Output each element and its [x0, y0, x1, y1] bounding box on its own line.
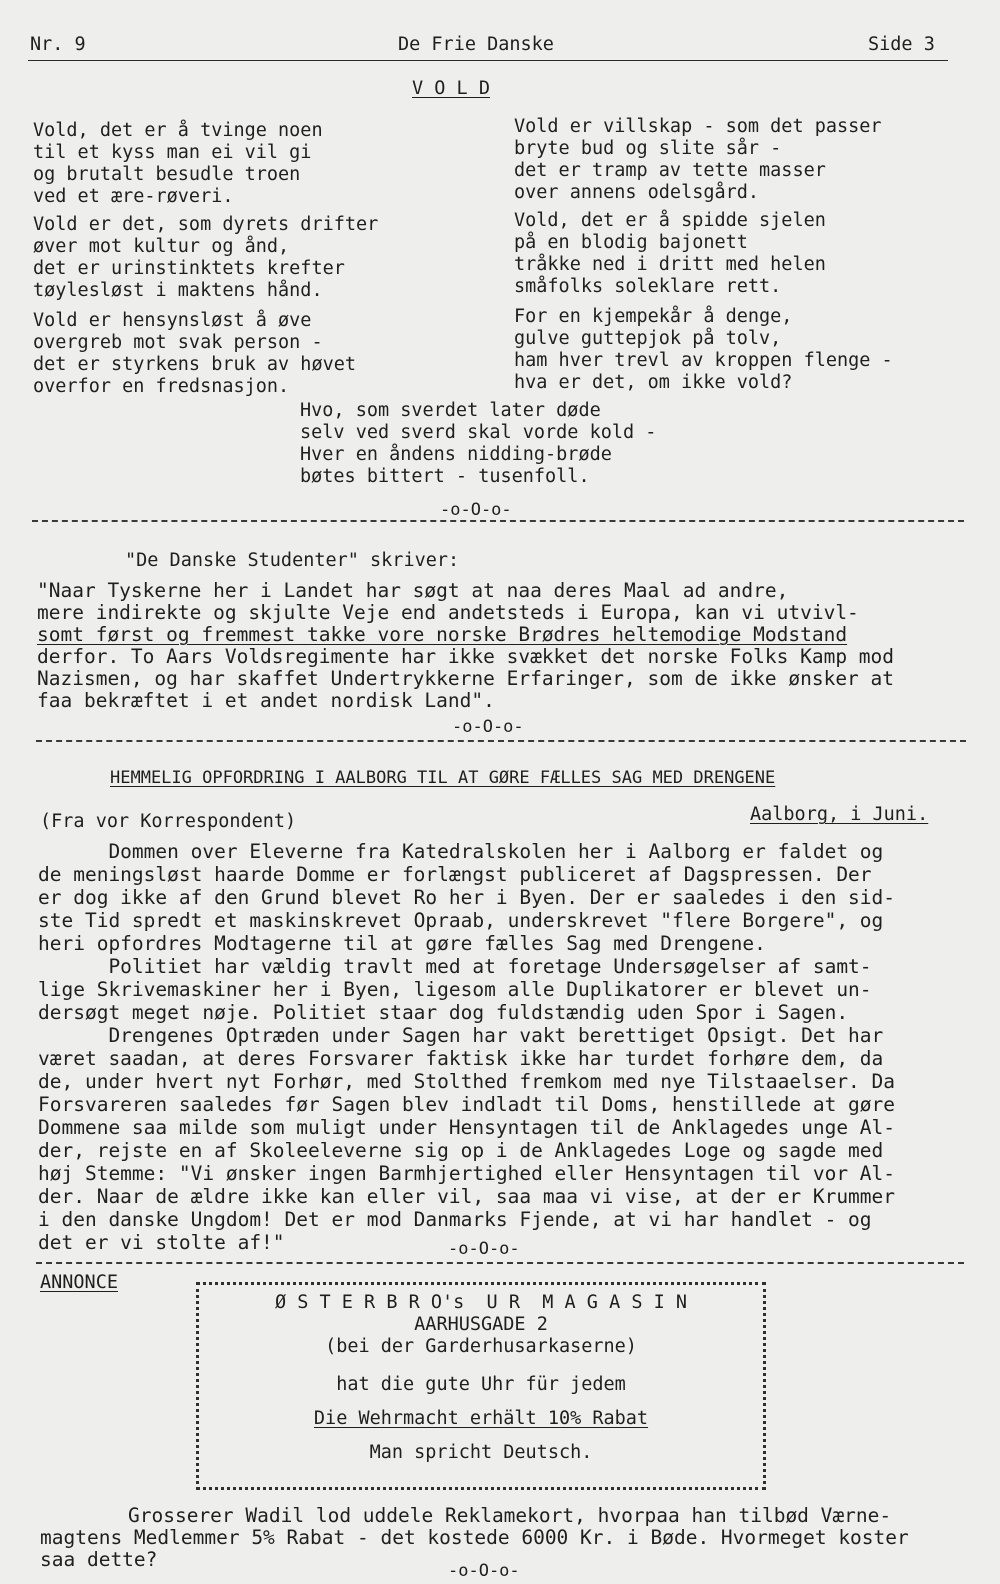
- separator: -o-O-o-: [440, 500, 512, 520]
- poem-line: over annens odelsgård.: [514, 182, 760, 203]
- article-line: Drengenes Optræden under Sagen har vakt berettiget Opsigt. Det har: [38, 1024, 884, 1047]
- poem-line: og brutalt besudle troen: [33, 164, 301, 185]
- article-line: Dommen over Eleverne fra Katedralskolen her i Aalborg er faldet og: [38, 840, 884, 863]
- header-rule: [28, 60, 948, 61]
- poem-line: til et kyss man ei vil gi: [33, 142, 312, 163]
- poem-line: Vold er villskap - som det passer: [514, 116, 882, 137]
- studenter-line: "Naar Tyskerne her i Landet har søgt at naa deres Maal ad andre,: [37, 579, 789, 602]
- studenter-intro: "De Danske Studenter" skriver:: [125, 550, 460, 571]
- separator: -o-O-o-: [448, 1239, 520, 1259]
- ad-offer: Die Wehrmacht erhält 10% Rabat: [313, 1408, 649, 1429]
- poem-line: Vold er hensynsløst å øve: [33, 310, 312, 331]
- ad-slogan: hat die gute Uhr für jedem: [336, 1374, 626, 1395]
- article-line: Dommene saa milde som muligt under Hensyntagen til de Anklagedes unge Al-: [38, 1116, 896, 1139]
- poem-line: det er urinstinktets krefter: [33, 258, 345, 279]
- dashed-divider: [32, 520, 964, 522]
- poem-line: hva er det, om ikke vold?: [514, 372, 793, 393]
- poem-line: det er tramp av tette masser: [514, 160, 826, 181]
- poem-line: Hver en åndens nidding-brøde: [300, 444, 612, 465]
- poem-line: småfolks soleklare rett.: [514, 276, 782, 297]
- article-line: de, under hvert nyt Forhør, med Stolthed fremkom med nye Tilstaaelser. Da: [38, 1070, 896, 1093]
- ad-shop-name: Ø S T E R B R O's U R M A G A S I N: [274, 1292, 688, 1313]
- poem-line: Vold, det er å spidde sjelen: [514, 210, 826, 231]
- studenter-line: derfor. To Aars Voldsregimente har ikke svækket det norske Folks Kamp mod: [37, 645, 895, 668]
- footer-line: saa dette?: [40, 1548, 158, 1571]
- footer-line: Grosserer Wadil lod uddele Reklamekort, hvorpaa han tilbød Værne-: [128, 1504, 892, 1527]
- article-byline: (Fra vor Korrespondent): [40, 811, 297, 832]
- article-line: der, rejste en af Skoleeleverne sig op i de Anklagedes Loge og sagde med: [38, 1139, 884, 1162]
- poem-line: Hvo, som sverdet later døde: [300, 400, 601, 421]
- article-line: dersøgt meget nøje. Politiet staar dog fuldstændig uden Spor i Sagen.: [38, 1001, 849, 1024]
- poem-line: ved et ære-røveri.: [33, 186, 234, 207]
- ad-street: AARHUSGADE 2: [414, 1314, 548, 1335]
- poem-line: For en kjempekår å denge,: [514, 306, 793, 327]
- poem-line: det er styrkens bruk av høvet: [33, 354, 357, 375]
- studenter-line: faa bekræftet i et andet nordisk Land".: [37, 689, 495, 712]
- article-line: er dog ikke af den Grund blevet Ro her i Byen. Der er saaledes i den sid-: [38, 886, 896, 909]
- poem-line: tråkke ned i dritt med helen: [514, 254, 826, 275]
- poem-line: ham hver trevl av kroppen flenge -: [514, 350, 893, 371]
- separator: -o-O-o-: [452, 717, 524, 737]
- article-line: de meningsløst haarde Domme er forlængst publiceret af Dagspressen. Der: [38, 863, 872, 886]
- poem-line: på en blodig bajonett: [514, 232, 748, 253]
- article-line: høj Stemme: "Vi ønsker ingen Barmhjertighed eller Hensyntagen til vor Al-: [38, 1162, 896, 1185]
- article-line: det er vi stolte af!": [38, 1231, 285, 1254]
- poem-line: overgreb mot svak person -: [33, 332, 323, 353]
- dashed-divider: [36, 740, 966, 742]
- poem-line: tøylesløst i maktens hånd.: [33, 280, 323, 301]
- studenter-line: mere indirekte og skjulte Veje end andetsteds i Europa, kan vi utvivl-: [37, 601, 859, 624]
- ad-language: Man spricht Deutsch.: [369, 1442, 593, 1463]
- poem-line: Vold er det, som dyrets drifter: [33, 214, 379, 235]
- paper-name: De Frie Danske: [398, 34, 554, 55]
- poem-line: selv ved sverd skal vorde kold -: [300, 422, 657, 443]
- article-line: der. Naar de ældre ikke kan eller vil, saa maa vi vise, at der er Krummer: [38, 1185, 896, 1208]
- article-line: i den danske Ungdom! Det er mod Danmarks Fjende, at vi har handlet - og: [38, 1208, 872, 1231]
- footer-line: magtens Medlemmer 5% Rabat - det kostede 6000 Kr. i Bøde. Hvormeget koster: [40, 1526, 909, 1549]
- ad-location: (bei der Garderhusarkaserne): [325, 1336, 637, 1357]
- dashed-divider: [36, 1262, 964, 1264]
- article-line: Forsvareren saaledes før Sagen blev indladt til Doms, henstillede at gøre: [38, 1093, 896, 1116]
- article-line: Politiet har vældig travlt med at foretage Undersøgelser af samt-: [38, 955, 872, 978]
- article-line: lige Skrivemaskiner her i Byen, ligesom alle Duplikatorer er blevet un-: [38, 978, 872, 1001]
- poem-line: overfor en fredsnasjon.: [33, 376, 290, 397]
- issue-number: Nr. 9: [30, 34, 86, 55]
- article-line: ste Tid spredt et maskinskrevet Opraab, underskrevet "flere Borgere", og: [38, 909, 884, 932]
- article-line: været saadan, at deres Forsvarer faktisk ikke har turdet forhøre dem, da: [38, 1047, 884, 1070]
- studenter-line: somt først og fremmest takke vore norske Brødres heltemodige Modstand: [37, 623, 848, 646]
- separator: -o-O-o-: [448, 1561, 520, 1581]
- poem-line: øver mot kultur og ånd,: [33, 236, 290, 257]
- article-dateline: Aalborg, i Juni.: [750, 804, 929, 825]
- article-headline: HEMMELIG OPFORDRING I AALBORG TIL AT GØRE FÆLLES SAG MED DRENGENE: [110, 768, 776, 788]
- poem-line: bryte bud og slite sår -: [514, 138, 782, 159]
- studenter-line: Nazismen, og har skaffet Undertrykkerne Erfaringer, som de ikke ønsker at: [37, 667, 895, 690]
- article-line: heri opfordres Modtagerne til at gøre fælles Sag med Drengene.: [38, 932, 766, 955]
- annonce-label: ANNONCE: [40, 1272, 118, 1293]
- poem-title: V O L D: [412, 78, 490, 99]
- poem-line: Vold, det er å tvinge noen: [33, 120, 323, 141]
- page-number: Side 3: [868, 34, 935, 55]
- poem-line: gulve guttepjok på tolv,: [514, 328, 782, 349]
- poem-line: bøtes bittert - tusenfoll.: [300, 466, 590, 487]
